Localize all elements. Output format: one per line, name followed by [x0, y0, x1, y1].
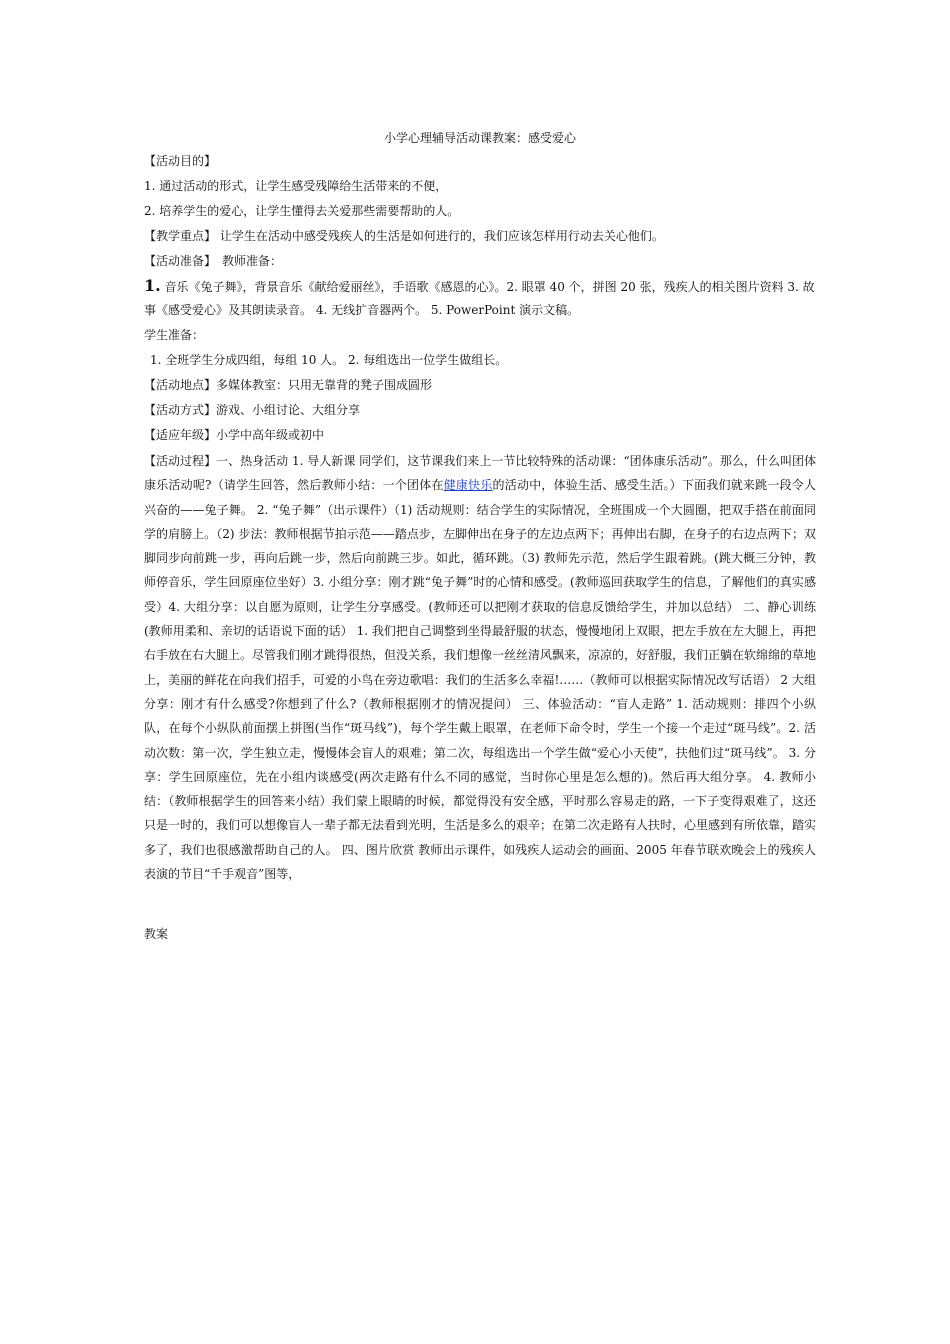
process-text-after-link: 的活动中，体验生活、感受生活。）下面我们就来跳一段令人兴奋的——兔子舞。 2. “兔子舞”（出示课件）（1) 活动规则：结合学生的实际情况，全班围成一个大圆圈，把双手搭在前面同学的肩膀上。（2) 步法：教师根据节拍示范——踏点步，左脚伸出在身子的左边点两下；再伸出右脚，在身子的右边点两下；双脚同步向前跳一步，再向后跳一步，然后向前跳三步。如此，循环跳。（3) 教师先示范，然后学生跟着跳。(跳大概三分钟，教师停音乐，学生回原座位坐好）3. 小组分享：刚才跳“兔子舞”时的心情和感受。(教师巡回获取学生的信息，了解他们的真实感受）4. 大组分享：以自愿为原则，让学生分享感受。(教师还可以把刚才获取的信息反馈给学生，并加以总结） 二、静心训练(教师用柔和、亲切的话语说下面的话） 1. 我们把自己调整到坐得最舒服的状态，慢慢地闭上双眼，把左手放在左大腿上，再把右手放在右大腿上。尽管我们刚才跳得很热，但没关系，我们想像一丝丝清风飘来，凉凉的，好舒服，我们正躺在软绵绵的草地上，美丽的鲜花在向我们招手，可爱的小鸟在旁边歌唱：我们的生活多么幸福!……（教师可以根据实际情况改写话语） 2 大组分享：刚才有什么感受?你想到了什么?（教师根据刚才的情况提问） 三、体验活动：“盲人走路” 1. 活动规则：排四个小纵队，在每个小纵队前面摆上拼图(当作“斑马线”)，每个学生戴上眼罩，在老师下命令时，学生一个接一个走过“斑马线”。2. 活动次数：第一次，学生独立走，慢慢体会盲人的艰难；第二次，每组选出一个学生做“爱心小天使”，扶他们过“斑马线”。 3. 分享：学生回原座位，先在小组内谈感受(两次走路有什么不同的感觉，当时你心里是怎么想的)。然后再大组分享。 4. 教师小结：（教师根据学生的回答来小结）我们蒙上眼睛的时候，都觉得没有安全感，平时那么容易走的路，一下子变得艰难了，这还只是一时的，我们可以想像盲人一辈子都无法看到光明，生活是多么的艰辛；在第二次走路有人扶时，心里感到有所依靠，踏实多了，我们也很感激帮助自己的人。 四、图片欣赏 教师出示课件，如残疾人运动会的画面、2005 年春节联欢晚会上的残疾人表演的节目“千手观音”图等，	[144, 478, 817, 882]
purpose-item-1: 1. 通过活动的形式，让学生感受残障给生活带来的不便，	[144, 179, 448, 193]
teacher-prep-line-2: 事《感受爱心》及其朗读录音。 4. 无线扩音器两个。 5. PowerPoint 演示文稿。	[144, 303, 580, 317]
teacher-prep-text-1: 音乐《兔子舞》，背景音乐《献给爱丽丝》，手语歌《感恩的心》。2. 眼罩 40 个，拼图 20 张，残疾人的相关图片资料 3. 故	[160, 280, 815, 294]
activity-place: 【活动地点】多媒体教室：只用无靠背的凳子围成圆形	[144, 378, 433, 392]
purpose-heading: 【活动目的】	[144, 154, 217, 168]
student-prep-items: 1. 全班学生分成四组，每组 10 人。 2. 每组选出一位学生做组长。	[150, 353, 508, 367]
activity-process-paragraph	[144, 449, 816, 886]
process-text-before-link: 【活动过程】一、热身活动 1. 导人新课 同学们，这节课我们来上一节比较特殊的活动课：“团体康乐活动”。那么，什么叫团体康乐活动呢?（请学生回答，然后教师小结：一个团体在	[144, 454, 816, 493]
preparation-label: 【活动准备】	[144, 254, 211, 268]
teacher-prep-label: 教师准备：	[210, 254, 283, 268]
purpose-item-2: 2. 培养学生的爱心，让学生懂得去关爱那些需要帮助的人。	[144, 204, 460, 218]
document-title: 小学心理辅导活动课教案：感受爱心	[383, 131, 576, 145]
footer-label: 教案	[144, 927, 169, 941]
teacher-prep-number: 1.	[144, 276, 161, 295]
activity-method: 【活动方式】游戏、小组讨论、大组分享	[144, 403, 361, 417]
preparation-line	[144, 251, 816, 271]
student-prep-label: 学生准备：	[144, 328, 205, 342]
health-happy-link[interactable]: 健康快乐	[443, 478, 493, 493]
target-grade: 【适应年级】小学中高年级或初中	[144, 428, 325, 442]
key-point-line	[144, 226, 816, 246]
key-point-label: 【教学重点】	[144, 229, 217, 243]
teacher-prep-line-1	[144, 276, 816, 297]
key-point-text: 让学生在活动中感受残疾人的生活是如何进行的，我们应该怎样用行动去关心他们。	[216, 229, 664, 243]
